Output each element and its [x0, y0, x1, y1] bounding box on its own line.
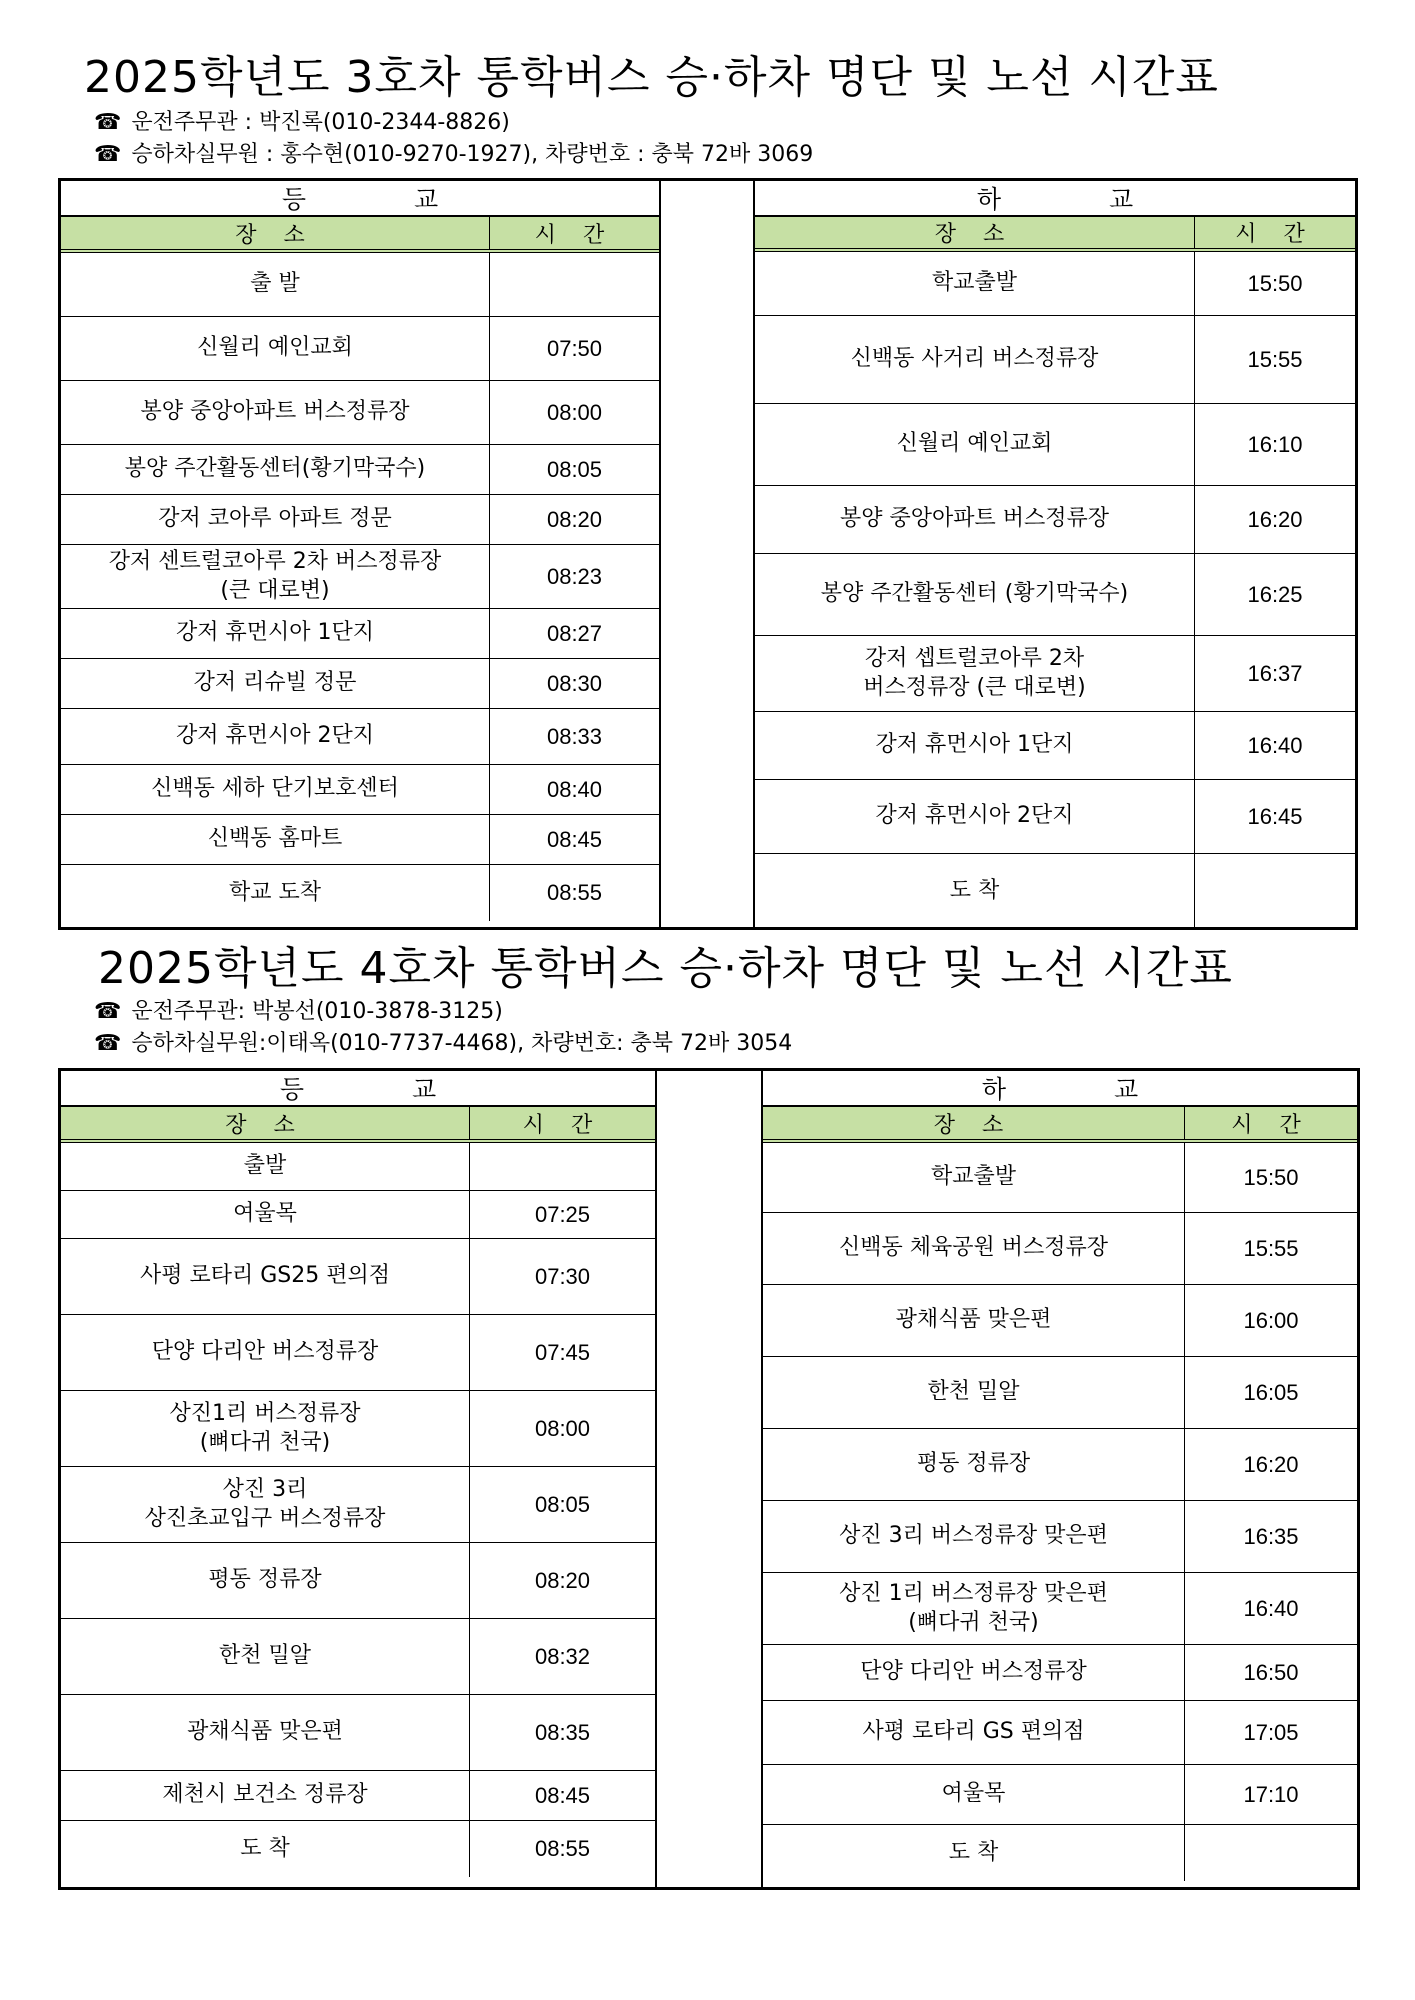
stop-time: 16:50 [1184, 1645, 1357, 1700]
place-header: 장 소 [225, 1112, 305, 1138]
bus4-schedule [58, 1068, 1360, 1890]
stop-name: 상진 3리 상진초교입구 버스정류장 [144, 1476, 386, 1531]
table-row [763, 1573, 1357, 1645]
stop-name: 출 발 [250, 271, 300, 297]
table-row [61, 1619, 655, 1695]
phone-icon: ☎ [94, 110, 122, 135]
bus4-attendant-line: 승하차실무원:이태옥(010-7737-4468), 차량번호: 충북 72바 3054 [131, 1031, 793, 1056]
stop-time: 08:05 [469, 1467, 655, 1542]
stop-time: 08:05 [489, 445, 659, 494]
stop-name: 강저 리슈빌 정문 [193, 670, 357, 696]
stop-time: 17:05 [1184, 1701, 1357, 1764]
stop-name: 강저 휴먼시아 1단지 [176, 620, 374, 646]
stop-name: 여울목 [233, 1201, 297, 1227]
stop-name: 학교출발 [930, 1164, 1016, 1190]
bus4-from-school-header [763, 1107, 1357, 1143]
table-row [755, 554, 1355, 636]
stop-name: 단양 다리안 버스정류장 [151, 1339, 379, 1365]
stop-time: 07:30 [469, 1239, 655, 1314]
phone-icon: ☎ [94, 142, 122, 167]
time-header: 시 간 [1184, 1107, 1357, 1139]
phone-icon: ☎ [94, 1031, 122, 1056]
stop-name: 제천시 보건소 정류장 [162, 1782, 368, 1808]
table-row [763, 1825, 1357, 1881]
stop-name: 강저 셉트럴코아루 2차 버스정류장 (큰 대로변) [863, 645, 1086, 700]
stop-name: 도 착 [240, 1835, 290, 1861]
table-row [61, 659, 659, 709]
bus3-from-school-rows [755, 252, 1355, 928]
table-row [763, 1213, 1357, 1285]
stop-name: 도 착 [948, 1839, 999, 1865]
bus3-to-school-label: 등 교 [61, 181, 659, 217]
stop-time: 08:45 [489, 815, 659, 864]
stop-name: 사평 로타리 GS 편의점 [862, 1719, 1085, 1745]
bus4-from-school-label: 하 교 [763, 1071, 1357, 1107]
bus3-driver-line: 운전주무관 : 박진록(010-2344-8826) [131, 110, 510, 135]
stop-name: 신월리 예인교회 [197, 335, 353, 361]
table-row [61, 381, 659, 445]
time-header: 시 간 [469, 1107, 655, 1139]
stop-time: 08:45 [469, 1771, 655, 1820]
bus3-from-school-label: 하 교 [755, 181, 1355, 217]
bus4-driver-info [94, 1001, 503, 1023]
stop-name: 강저 코아루 아파트 정문 [158, 506, 392, 532]
stop-time: 07:25 [469, 1191, 655, 1238]
stop-name: 한천 밀알 [927, 1379, 1020, 1405]
stop-time: 15:55 [1194, 316, 1355, 403]
bus4-attendant-info [94, 1033, 792, 1055]
stop-name: 단양 다리안 버스정류장 [860, 1659, 1087, 1685]
stop-time: 08:20 [469, 1543, 655, 1618]
table-row [61, 1467, 655, 1543]
stop-time: 16:25 [1194, 554, 1355, 635]
bus4-from-school [761, 1071, 1357, 1887]
stop-name: 봉양 주간활동센터 (황기막국수) [820, 581, 1129, 607]
table-row [763, 1357, 1357, 1429]
stop-name: 강저 휴먼시아 1단지 [875, 732, 1074, 758]
table-row [61, 1771, 655, 1821]
place-header: 장 소 [235, 222, 315, 248]
table-row [61, 495, 659, 545]
bus3-to-school [61, 181, 661, 927]
table-row [61, 1239, 655, 1315]
stop-time: 16:20 [1184, 1429, 1357, 1500]
stop-time: 08:40 [489, 765, 659, 814]
stop-name: 여울목 [941, 1781, 1006, 1807]
table-row [755, 712, 1355, 780]
stop-time: 16:35 [1184, 1501, 1357, 1572]
table-row [61, 1191, 655, 1239]
stop-time [489, 253, 659, 316]
stop-name: 광채식품 맞은편 [187, 1719, 343, 1745]
stop-time: 16:40 [1194, 712, 1355, 779]
stop-name: 신백동 세하 단기보호센터 [151, 776, 399, 802]
stop-time [469, 1143, 655, 1190]
table-row [755, 636, 1355, 712]
bus3-to-school-header [61, 217, 659, 253]
place-header: 장 소 [933, 1112, 1014, 1138]
stop-time: 16:00 [1184, 1285, 1357, 1356]
table-row [61, 1543, 655, 1619]
table-row [763, 1143, 1357, 1213]
bus4-to-school [61, 1071, 657, 1887]
stop-name: 도 착 [949, 877, 1000, 903]
table-row [61, 1391, 655, 1467]
table-row [755, 316, 1355, 404]
stop-name: 광채식품 맞은편 [895, 1307, 1052, 1333]
bus4-from-school-rows [763, 1143, 1357, 1887]
stop-name: 신백동 체육공원 버스정류장 [838, 1235, 1108, 1261]
table-row [61, 1143, 655, 1191]
table-row [755, 404, 1355, 486]
stop-time: 16:45 [1194, 780, 1355, 853]
stop-name: 강저 센트럴코아루 2차 버스정류장 (큰 대로변) [108, 548, 442, 603]
table-row [755, 486, 1355, 554]
stop-time [1194, 854, 1355, 928]
bus3-from-school [753, 181, 1355, 927]
table-row [763, 1701, 1357, 1765]
bus3-title: 2025학년도 3호차 통학버스 승·하차 명단 및 노선 시간표 [84, 52, 1219, 103]
stop-time: 08:32 [469, 1619, 655, 1694]
phone-icon: ☎ [94, 999, 122, 1024]
table-row [61, 865, 659, 921]
stop-time: 08:00 [489, 381, 659, 444]
bus3-to-school-rows [61, 253, 659, 927]
stop-time: 16:10 [1194, 404, 1355, 485]
bus4-to-school-rows [61, 1143, 655, 1887]
place-header: 장 소 [934, 222, 1015, 247]
stop-time: 08:00 [469, 1391, 655, 1466]
stop-time: 08:30 [489, 659, 659, 708]
stop-name: 상진1리 버스정류장 (뼈다귀 천국) [169, 1400, 361, 1455]
stop-name: 강저 휴먼시아 2단지 [875, 803, 1074, 829]
stop-time: 07:45 [469, 1315, 655, 1390]
bus3-schedule [58, 178, 1358, 930]
table-row [61, 609, 659, 659]
stop-time: 08:55 [469, 1821, 655, 1877]
table-row [755, 854, 1355, 928]
stop-name: 신월리 예인교회 [896, 431, 1053, 457]
stop-time: 08:35 [469, 1695, 655, 1770]
table-row [763, 1501, 1357, 1573]
table-row [61, 1315, 655, 1391]
stop-name: 평동 정류장 [916, 1451, 1031, 1477]
stop-name: 한천 밀알 [218, 1643, 311, 1669]
stop-name: 신백동 홈마트 [207, 826, 343, 852]
bus4-to-school-label: 등 교 [61, 1071, 655, 1107]
bus4-title: 2025학년도 4호차 통학버스 승·하차 명단 및 노선 시간표 [98, 943, 1233, 994]
stop-time: 08:55 [489, 865, 659, 921]
stop-name: 강저 휴먼시아 2단지 [176, 723, 374, 749]
table-row [61, 445, 659, 495]
stop-time: 16:37 [1194, 636, 1355, 711]
table-row [61, 317, 659, 381]
stop-name: 신백동 사거리 버스정류장 [850, 346, 1099, 372]
bus3-from-school-header [755, 217, 1355, 252]
bus4-driver-line: 운전주무관: 박봉선(010-3878-3125) [131, 999, 503, 1024]
stop-name: 출발 [243, 1153, 287, 1179]
bus4-to-school-header [61, 1107, 655, 1143]
table-row [61, 815, 659, 865]
stop-time: 08:20 [489, 495, 659, 544]
stop-time: 16:40 [1184, 1573, 1357, 1644]
stop-name: 학교 도착 [228, 879, 321, 905]
table-row [61, 709, 659, 765]
table-row [763, 1285, 1357, 1357]
table-row [755, 252, 1355, 316]
stop-name: 봉양 주간활동센터(황기막국수) [124, 456, 426, 482]
stop-name: 평동 정류장 [208, 1567, 322, 1593]
stop-time: 08:27 [489, 609, 659, 658]
table-row [763, 1765, 1357, 1825]
stop-time: 08:33 [489, 709, 659, 764]
stop-name: 봉양 중앙아파트 버스정류장 [839, 506, 1109, 532]
bus3-attendant-line: 승하차실무원 : 홍수현(010-9270-1927), 차량번호 : 충북 72바 3069 [131, 142, 814, 167]
stop-time [1184, 1825, 1357, 1881]
stop-time: 15:50 [1184, 1143, 1357, 1212]
time-header: 시 간 [1194, 217, 1355, 248]
table-row [763, 1429, 1357, 1501]
stop-time: 07:50 [489, 317, 659, 380]
time-header: 시 간 [489, 217, 659, 249]
stop-time: 17:10 [1184, 1765, 1357, 1824]
table-row [61, 765, 659, 815]
stop-name: 상진 3리 버스정류장 맞은편 [839, 1523, 1108, 1549]
bus3-attendant-info [94, 144, 813, 166]
stop-time: 08:23 [489, 545, 659, 608]
table-row [61, 1695, 655, 1771]
stop-time: 15:55 [1184, 1213, 1357, 1284]
table-row [61, 545, 659, 609]
table-row [755, 780, 1355, 854]
stop-name: 학교출발 [931, 270, 1017, 296]
stop-time: 16:05 [1184, 1357, 1357, 1428]
stop-name: 사평 로타리 GS25 편의점 [139, 1263, 390, 1289]
table-row [61, 1821, 655, 1877]
stop-time: 16:20 [1194, 486, 1355, 553]
stop-time: 15:50 [1194, 252, 1355, 315]
table-row [61, 253, 659, 317]
table-row [763, 1645, 1357, 1701]
stop-name: 봉양 중앙아파트 버스정류장 [140, 399, 410, 425]
stop-name: 상진 1리 버스정류장 맞은편 (뼈다귀 천국) [839, 1580, 1108, 1635]
bus3-driver-info [94, 112, 510, 134]
